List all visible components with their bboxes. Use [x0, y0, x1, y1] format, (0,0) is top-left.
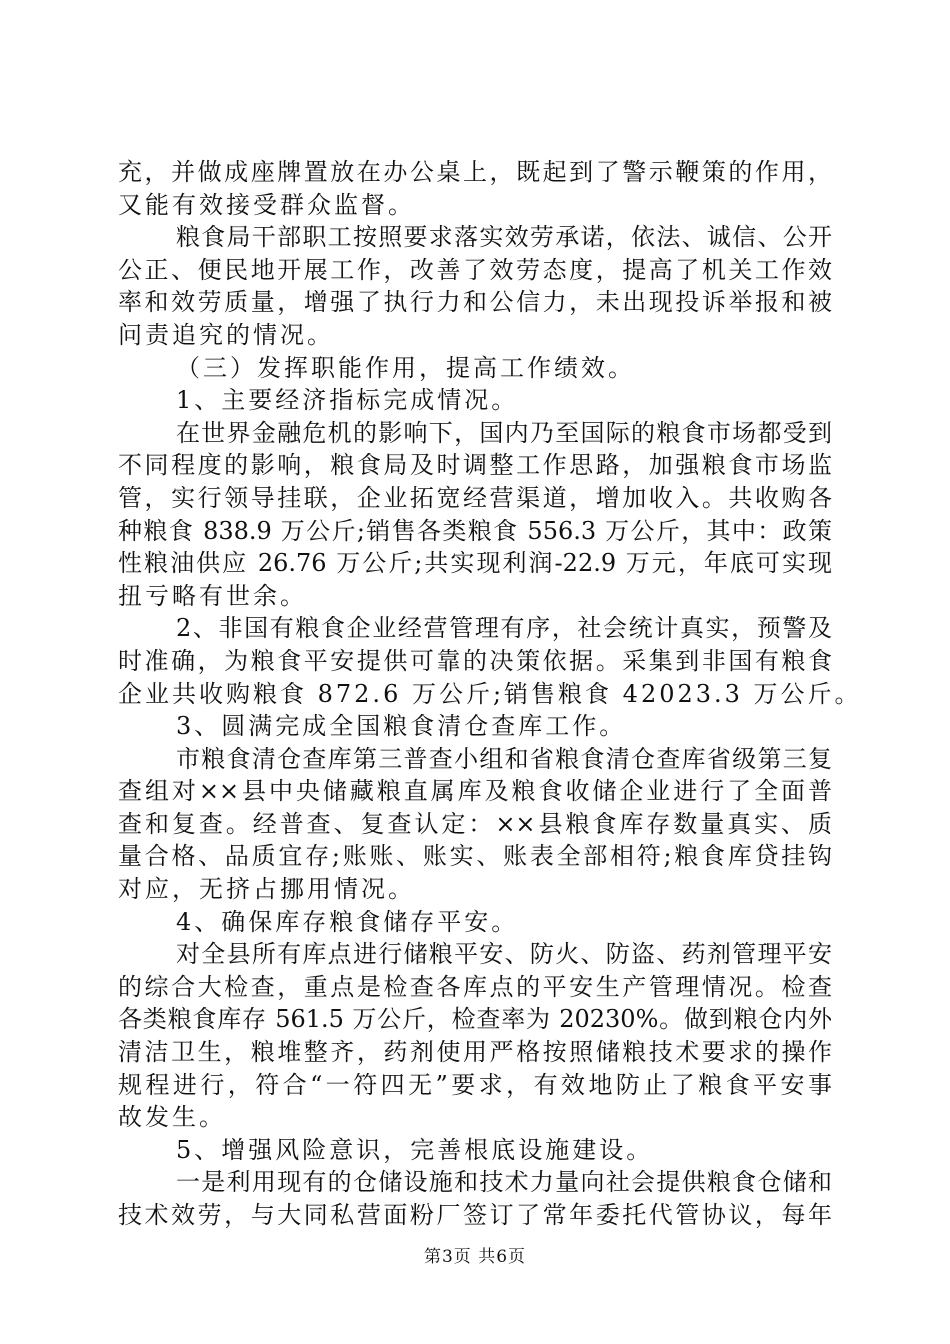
text-line: 规程进行，符合“一符四无”要求，有效地防止了粮食平安事 [118, 1070, 832, 1099]
text-line: 在世界金融危机的影响下，国内乃至国际的粮食市场都受到 [176, 418, 832, 447]
text-line: 故发生。 [118, 1103, 226, 1132]
text-line: 各类粮食库存 561.5 万公斤，检查率为 20230%。做到粮仓内外 [118, 1005, 832, 1034]
text-line: 查组对××县中央储藏粮直属库及粮食收储企业进行了全面普 [118, 777, 832, 806]
text-line: 性粮油供应 26.76 万公斤;共实现利润-22.9 万元，年底可实现 [118, 549, 832, 578]
text-line: 2、非国有粮食企业经营管理有序，社会统计真实，预警及 [176, 614, 832, 643]
text-line: 公正、便民地开展工作，改善了效劳态度，提高了机关工作效 [118, 255, 832, 284]
subheading: 4、确保库存粮食储存平安。 [176, 907, 519, 936]
text-line: 率和效劳质量，增强了执行力和公信力，未出现投诉举报和被 [118, 288, 832, 317]
text-line: 对应，无挤占挪用情况。 [118, 875, 415, 904]
text-line: 清洁卫生，粮堆整齐，药剂使用严格按照储粮技术要求的操作 [118, 1038, 832, 1067]
text-line: 充，并做成座牌置放在办公桌上，既起到了警示鞭策的作用， [118, 158, 832, 186]
text-line: 技术效劳，与大同私营面粉厂签订了常年委托代管协议，每年 [118, 1201, 832, 1229]
page-footer: 第3页 共6页 [423, 1247, 527, 1267]
document-body [118, 156, 862, 1232]
text-line: 管，实行领导挂联，企业拓宽经营渠道，增加收入。共收购各 [118, 483, 832, 512]
text-line: 种粮食 838.9 万公斤;销售各类粮食 556.3 万公斤，其中：政策 [118, 516, 832, 545]
text-line: 粮食局干部职工按照要求落实效劳承诺，依法、诚信、公开 [176, 223, 832, 252]
text-line: 问责追究的情况。 [118, 320, 334, 349]
text-line: 不同程度的影响，粮食局及时调整工作思路，加强粮食市场监 [118, 451, 832, 480]
text-line: 对全县所有库点进行储粮平安、防火、防盗、药剂管理平安 [176, 940, 832, 969]
text-line: 量合格、品质宜存;账账、账实、账表全部相符;粮食库贷挂钩 [118, 842, 832, 871]
text-line: 市粮食清仓查库第三普查小组和省粮食清仓查库省级第三复 [176, 744, 832, 773]
subheading: 5、增强风险意识，完善根底设施建设。 [176, 1135, 654, 1164]
text-line: 又能有效接受群众监督。 [118, 190, 415, 219]
section-heading: （三）发挥职能作用，提高工作绩效。 [176, 353, 635, 382]
text-line: 查和复查。经普查、复查认定：××县粮食库存数量真实、质 [118, 809, 832, 838]
text-line: 企业共收购粮食 872.6 万公斤;销售粮食 42023.3 万公斤。 [118, 679, 862, 708]
text-line: 扭亏略有世余。 [118, 581, 307, 610]
subheading: 3、圆满完成全国粮食清仓查库工作。 [176, 712, 627, 741]
subheading: 1、主要经济指标完成情况。 [176, 386, 519, 415]
text-line: 时准确，为粮食平安提供可靠的决策依据。采集到非国有粮食 [118, 646, 832, 675]
text-line: 的综合大检查，重点是检查各库点的平安生产管理情况。检查 [118, 972, 832, 1001]
text-line: 一是利用现有的仓储设施和技术力量向社会提供粮食仓储和 [176, 1168, 832, 1197]
